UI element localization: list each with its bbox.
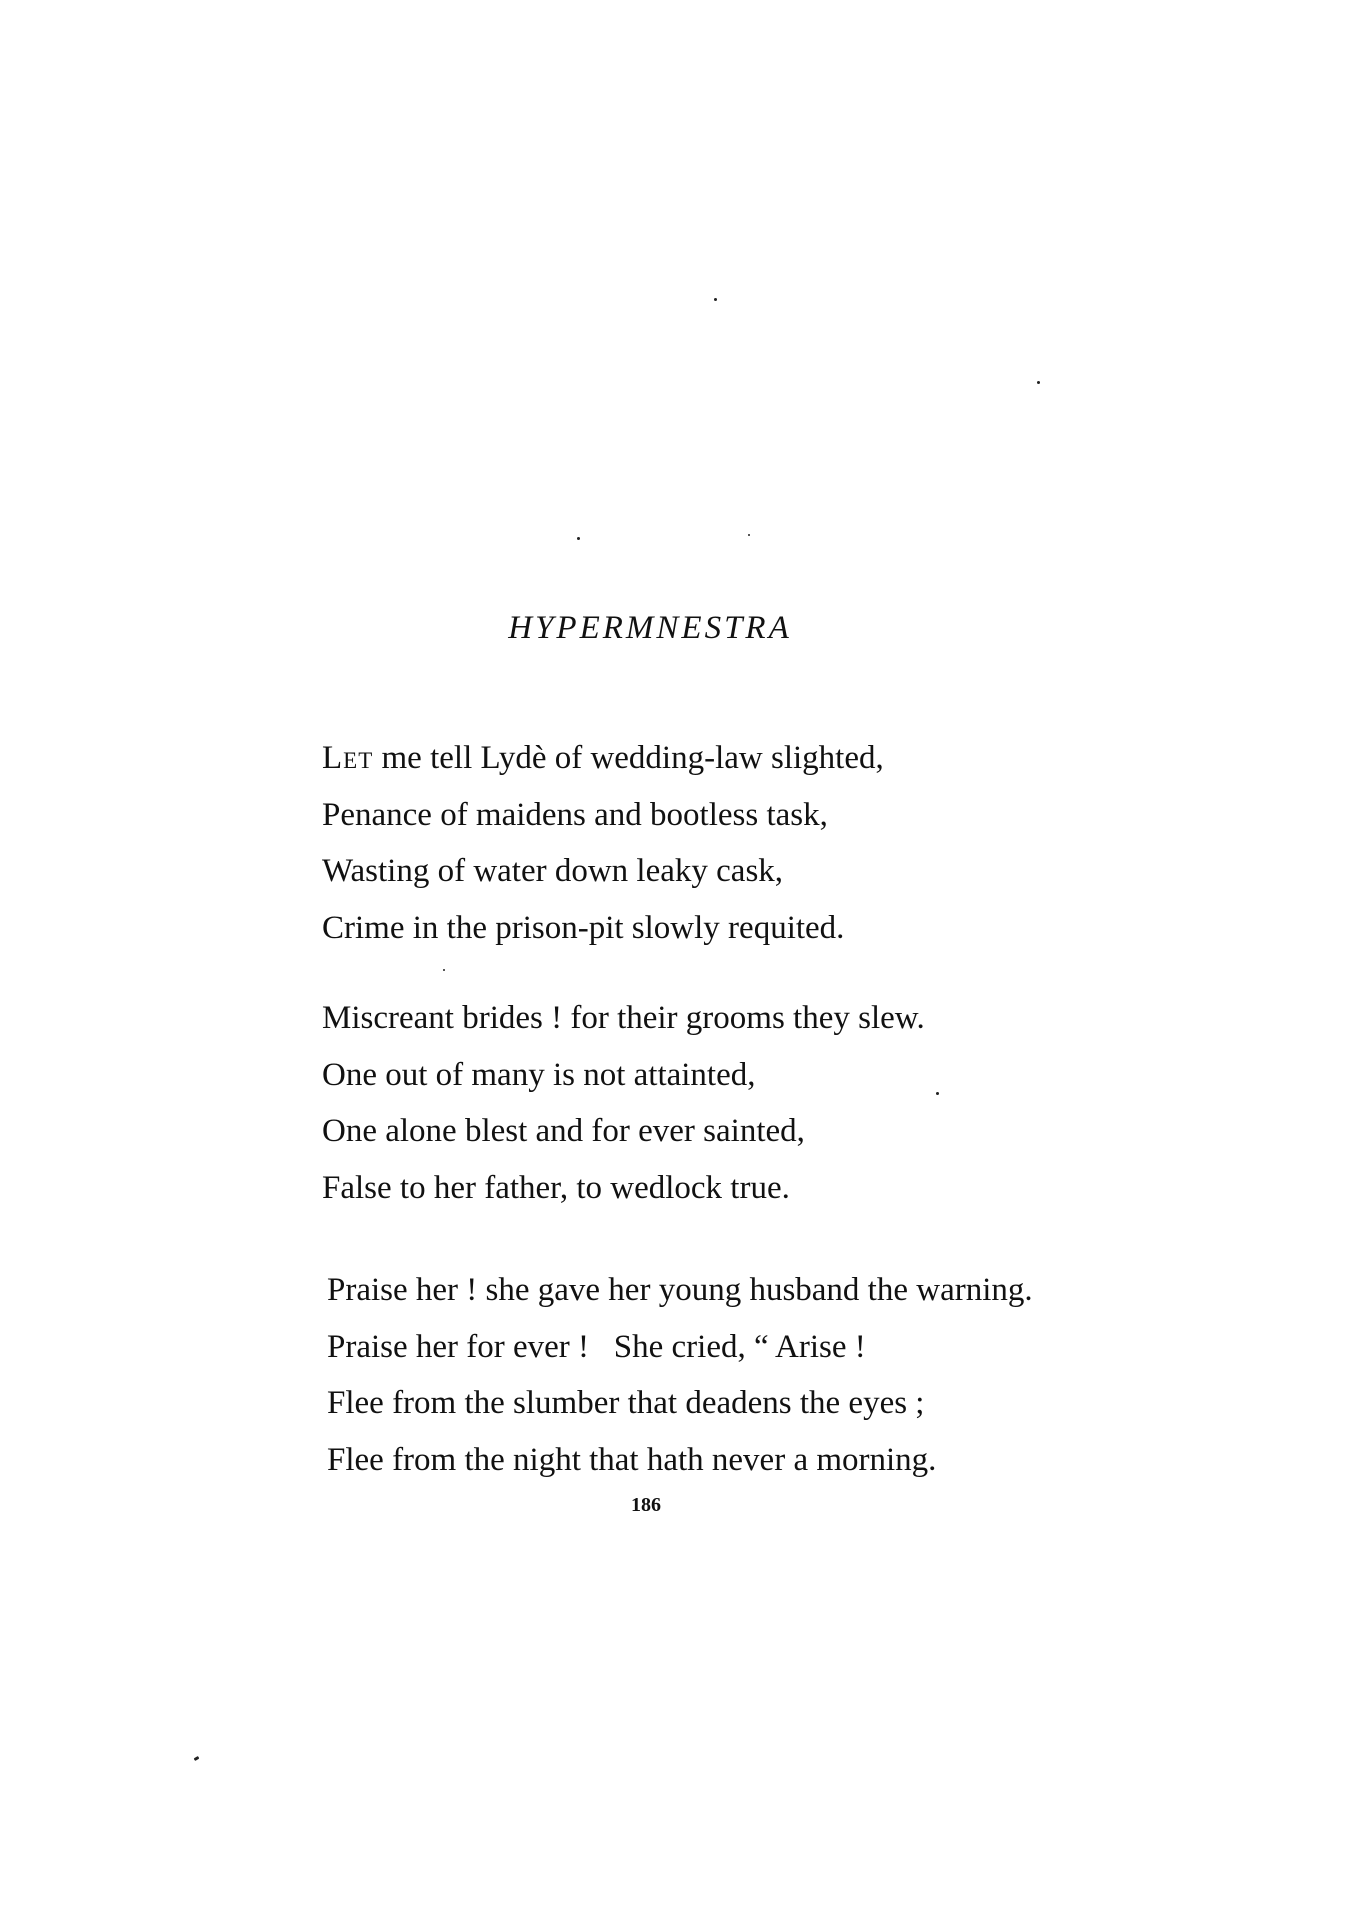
scan-speck [936,1092,939,1095]
stanza-1 [322,730,884,956]
scan-speck [443,969,445,971]
scan-speck [194,1756,200,1761]
scan-speck [1037,381,1040,384]
verse-line: Wasting of water down leaky cask, [322,853,784,889]
verse-line: Flee from the slumber that deadens the eyes ; [327,1385,925,1421]
verse-line: Miscreant brides ! for their grooms they slew. [322,1000,925,1036]
stanza-2 [322,990,925,1216]
verse-line: Flee from the night that hath never a morning. [327,1441,937,1478]
scan-speck [748,534,750,536]
verse-line [322,730,884,787]
verse-line: One out of many is not attainted, [322,1056,756,1093]
verse-line: False to her father, to wedlock true. [322,1169,790,1206]
verse-line: Praise her for ever ! She cried, “ Arise ! [327,1328,866,1365]
poem-title: HYPERMNESTRA [508,610,792,646]
verse-line: One alone blest and for ever sainted, [322,1113,805,1149]
initial-small-caps: Let [322,740,374,776]
page-number: 186 [631,1494,661,1516]
verse-line: Praise her ! she gave her young husband the warning. [327,1272,1033,1308]
scan-speck [577,537,580,540]
verse-line: Penance of maidens and bootless task, [322,796,828,833]
scan-speck [714,298,717,301]
verse-line-text: me tell Lydè of wedding-law slighted, [373,740,884,776]
verse-line: Crime in the prison-pit slowly requited. [322,909,845,946]
stanza-3 [327,1262,1033,1488]
